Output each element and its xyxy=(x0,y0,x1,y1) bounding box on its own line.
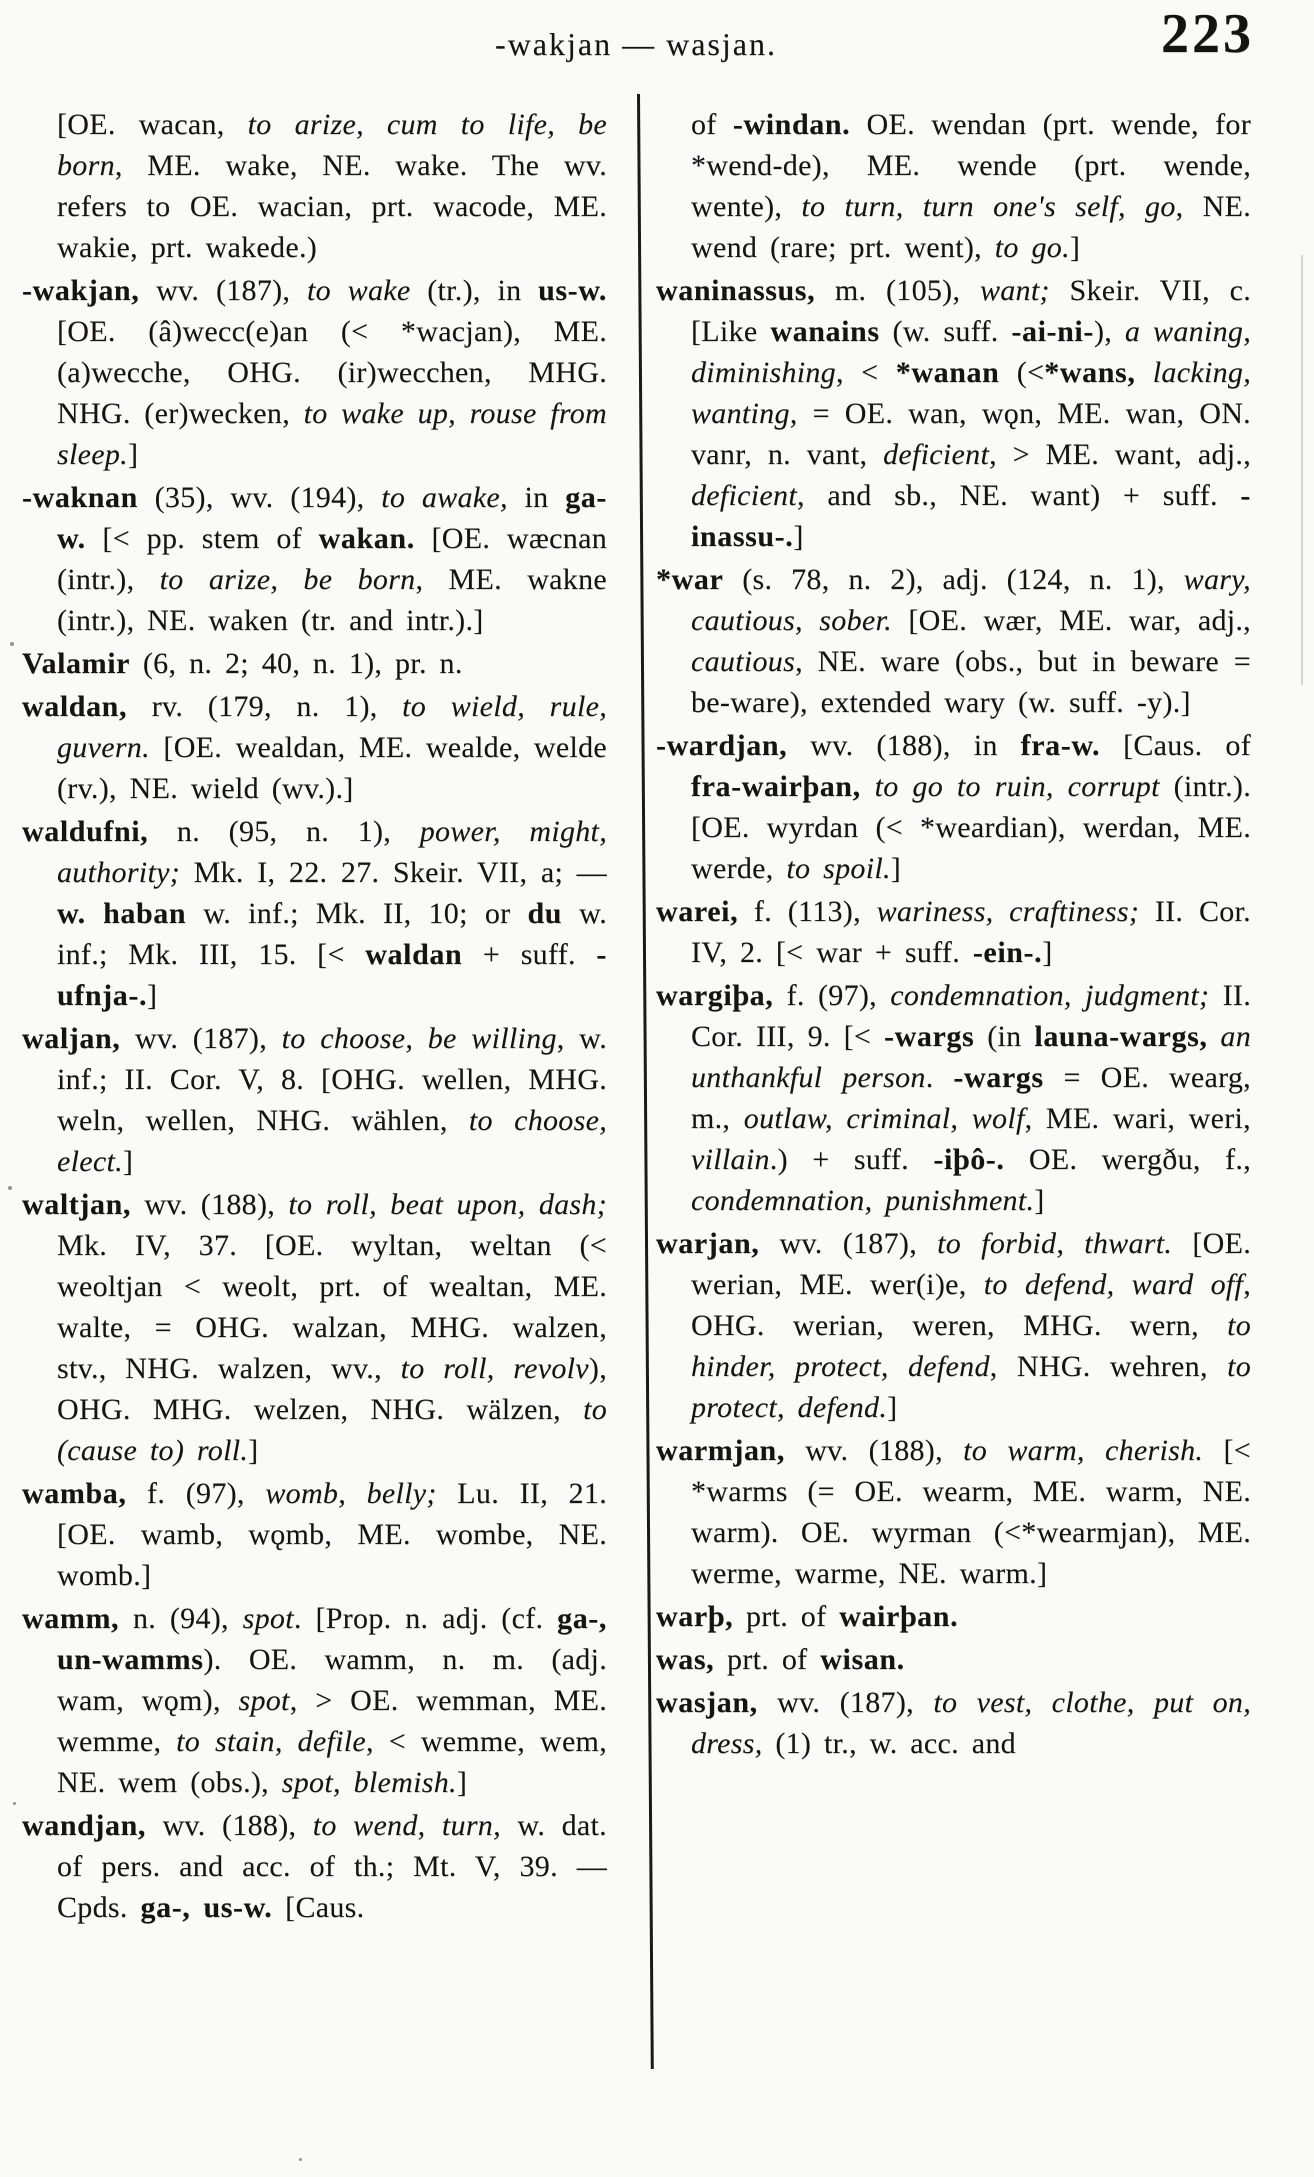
roman-text: wv. (188), xyxy=(130,1188,289,1221)
dictionary-entry xyxy=(656,975,1251,1221)
roman-text: (< xyxy=(999,356,1045,389)
roman-text: Mk. IV, 37. [OE. wyltan, weltan (< weoltjan < weolt, prt. of wealtan, ME. walte, = OHG. walzan, MHG. walzen, stv., NHG. walzen, wv., xyxy=(57,1229,607,1385)
italic-gloss: outlaw, criminal, wolf xyxy=(743,1102,1025,1135)
roman-text: w. dat. of pers. and acc. of th.; Mt. V, 39. — Cpds. xyxy=(57,1809,607,1924)
entry-headword: wamba, xyxy=(22,1477,127,1510)
bold-reference: -wargs xyxy=(953,1061,1044,1094)
bold-reference: ga-w. xyxy=(57,481,607,555)
roman-text: , and sb., NE. want) + suff. xyxy=(797,479,1241,512)
italic-gloss: to spoil. xyxy=(786,852,891,885)
roman-text: ] xyxy=(147,979,158,1012)
italic-gloss: to go. xyxy=(994,231,1070,264)
roman-text: in xyxy=(507,481,566,514)
column-divider-rule xyxy=(637,94,654,2069)
roman-text: prt. of xyxy=(714,1643,821,1676)
roman-text: w. inf.; Mk. III, 15. [< xyxy=(57,897,607,971)
dictionary-entry xyxy=(22,1805,607,1928)
entry-headword: wasjan, xyxy=(656,1686,758,1719)
scan-speck xyxy=(13,1802,16,1805)
entry-headword: waninassus, xyxy=(656,274,816,307)
italic-gloss: to roll, beat upon, dash; xyxy=(288,1188,607,1221)
entry-headword: was, xyxy=(656,1643,715,1676)
italic-gloss: to warm, cherish. xyxy=(963,1434,1204,1467)
dictionary-entry xyxy=(656,1430,1251,1594)
right-column xyxy=(656,104,1251,1766)
roman-text: ), OHG. MHG. welzen, NHG. wälzen, xyxy=(57,1352,607,1426)
entry-headword: waljan, xyxy=(22,1022,121,1055)
roman-text xyxy=(861,770,875,803)
roman-text: wv. (188), in xyxy=(787,729,1021,762)
dictionary-entry xyxy=(656,1639,1251,1680)
roman-text: wv. (188), xyxy=(784,1434,964,1467)
roman-text: (in xyxy=(974,1020,1035,1053)
roman-text: , NE. wend (rare; prt. went), xyxy=(691,190,1251,264)
bold-reference: -windan. xyxy=(732,108,851,141)
italic-gloss: womb, belly; xyxy=(265,1477,437,1510)
italic-gloss: spot xyxy=(242,1602,294,1635)
roman-text: rv. (179, n. 1), xyxy=(127,690,403,723)
bold-reference: -iþô-. xyxy=(933,1143,1005,1176)
bold-reference: w. haban xyxy=(57,897,187,930)
italic-gloss: to protect, defend. xyxy=(691,1350,1251,1424)
roman-text: = OE. wearg, m., xyxy=(691,1061,1251,1135)
entry-headword: *war xyxy=(656,563,724,596)
italic-gloss: to arize, be born xyxy=(159,563,416,596)
bold-reference: us-w. xyxy=(538,274,607,307)
italic-gloss: wary, cautious, sober. xyxy=(691,563,1251,637)
roman-text: (intr.). [OE. wyrdan (< *weardian), werdan, ME. werde, xyxy=(691,770,1251,885)
italic-gloss: deficient xyxy=(691,479,797,512)
bold-reference: -wargs xyxy=(884,1020,975,1053)
bold-reference: wairþan. xyxy=(839,1600,959,1633)
roman-text: w. inf.; Mk. II, 10; or xyxy=(186,897,528,930)
entry-headword: warei, xyxy=(656,895,739,928)
roman-text: [OE. wær, ME. war, adj., xyxy=(891,604,1251,637)
italic-gloss: to turn, turn one's self, go xyxy=(801,190,1176,223)
roman-text: . xyxy=(925,1061,954,1094)
bold-reference: -ufnja-. xyxy=(57,938,607,1012)
roman-text: ] xyxy=(1069,231,1081,264)
roman-text: ] xyxy=(1034,1184,1045,1217)
roman-text: wv. (187), xyxy=(757,1686,934,1719)
roman-text: of xyxy=(691,108,733,141)
italic-gloss: spot xyxy=(238,1684,290,1717)
roman-text: = OE. wan, wǫn, ME. wan, ON. vanr, n. vant, xyxy=(691,397,1251,471)
roman-text: n. (94), xyxy=(119,1602,243,1635)
roman-text: m. (105), xyxy=(815,274,980,307)
italic-gloss: wariness, craftiness; xyxy=(876,895,1140,928)
roman-text: f. (97), xyxy=(126,1477,266,1510)
roman-text: , ME. wakne (intr.), NE. waken (tr. and intr.).] xyxy=(57,563,607,637)
roman-text: . [Prop. n. adj. (cf. xyxy=(293,1602,558,1635)
roman-text: , < wemme, wem, NE. wem (obs.), xyxy=(57,1725,607,1799)
roman-text: [Caus. of xyxy=(1100,729,1251,762)
italic-gloss: condemnation, punishment. xyxy=(691,1184,1035,1217)
roman-text: wv. (187), xyxy=(139,274,307,307)
roman-text: , OHG. werian, weren, MHG. wern, xyxy=(691,1268,1251,1342)
italic-gloss: condemnation, judgment; xyxy=(890,979,1210,1012)
italic-gloss: to go to ruin, corrupt xyxy=(874,770,1160,803)
roman-text: wv. (187), xyxy=(759,1227,938,1260)
roman-text: f. (97), xyxy=(773,979,891,1012)
roman-text: II. Cor. IV, 2. [< war + suff. xyxy=(691,895,1251,969)
italic-gloss: to choose, elect. xyxy=(57,1104,607,1178)
entry-headword: wargiþa, xyxy=(656,979,774,1012)
scan-speck xyxy=(299,2158,302,2161)
roman-text: prt. of xyxy=(733,1600,840,1633)
italic-gloss: to stain, defile xyxy=(176,1725,366,1758)
roman-text: ] xyxy=(248,1434,259,1467)
roman-text: (35), wv. (194), xyxy=(137,481,382,514)
entry-headword: warþ, xyxy=(656,1600,734,1633)
entry-continuation xyxy=(22,104,607,268)
bold-reference: du xyxy=(527,897,563,930)
italic-gloss: to hinder, protect, defend xyxy=(691,1309,1251,1383)
bold-reference: wisan. xyxy=(820,1643,905,1676)
roman-text: , < xyxy=(835,356,896,389)
bold-reference: -ein-. xyxy=(972,936,1043,969)
roman-text: ] xyxy=(127,438,139,471)
bold-reference: wakan. xyxy=(318,522,415,555)
roman-text: , > ME. want, adj., xyxy=(989,438,1251,471)
roman-text: , ME. wake, NE. wake. The wv. refers to OE. wacian, prt. wacode, ME. wakie, prt. wakede.) xyxy=(57,149,607,264)
roman-text: ] xyxy=(890,852,902,885)
roman-text: [OE. (â)wecc(e)an (< *wacjan), ME. (a)wecche, OHG. (ir)wecchen, MHG. NHG. (er)wecken, xyxy=(57,315,607,430)
dictionary-entry xyxy=(656,1682,1251,1764)
italic-gloss: want; xyxy=(979,274,1050,307)
bold-reference: ga-, un-wamms xyxy=(57,1602,607,1676)
roman-text: OE. wendan (prt. wende, for *wend-de), ME. wende (prt. wende, wente), xyxy=(691,108,1252,223)
roman-text: ] xyxy=(122,1145,134,1178)
running-title: -wakjan — wasjan. xyxy=(495,26,777,62)
bold-reference: *wans, xyxy=(1044,356,1136,389)
italic-gloss: to wake xyxy=(306,274,411,307)
entry-headword: waldufni, xyxy=(22,815,149,848)
roman-text: (w. suff. xyxy=(879,315,1012,348)
italic-gloss: an unthankful person xyxy=(691,1020,1251,1094)
roman-text: , NE. ware (obs., but in beware = be-ware), extended wary (w. suff. -y).] xyxy=(691,645,1251,719)
roman-text xyxy=(1207,1020,1220,1053)
italic-gloss: to wend, turn, xyxy=(312,1809,501,1842)
italic-gloss: a waning, diminishing xyxy=(691,315,1251,389)
italic-gloss: cautious xyxy=(691,645,796,678)
italic-gloss: to roll, revolv xyxy=(400,1352,589,1385)
dictionary-entry xyxy=(656,891,1251,973)
dictionary-entry xyxy=(22,1184,607,1471)
dictionary-entry xyxy=(22,1598,607,1803)
entry-headword: waldan, xyxy=(22,690,128,723)
dictionary-entry xyxy=(22,643,607,684)
roman-text: (1) tr., w. acc. and xyxy=(762,1727,1016,1760)
dictionary-entry xyxy=(656,1223,1251,1428)
dictionary-entry xyxy=(22,1018,607,1182)
roman-text: ). OE. wamm, n. m. (adj. wam, wǫm), xyxy=(57,1643,607,1717)
bold-reference: -inassu-. xyxy=(691,479,1251,553)
roman-text: [< *warms (= OE. wearm, ME. warm, NE. warm). OE. wyrman (<*wearmjan), ME. werme, warme, NE. warm.] xyxy=(691,1434,1251,1590)
entry-headword: -wardjan, xyxy=(656,729,788,762)
italic-gloss: to (cause to) roll. xyxy=(57,1393,607,1467)
roman-text: .) + suff. xyxy=(769,1143,934,1176)
bold-reference: launa-wargs, xyxy=(1034,1020,1208,1053)
entry-headword: warmjan, xyxy=(656,1434,785,1467)
roman-text: n. (95, n. 1), xyxy=(148,815,420,848)
roman-text: , NHG. wehren, xyxy=(989,1350,1228,1383)
roman-text: , ME. wari, weri, xyxy=(1024,1102,1251,1135)
bold-reference: waldan xyxy=(365,938,463,971)
entry-continuation xyxy=(656,104,1251,268)
entry-headword: wamm, xyxy=(22,1602,120,1635)
roman-text: [OE. wealdan, ME. wealde, welde (rv.), NE. wield (wv.).] xyxy=(57,731,607,805)
dictionary-entry xyxy=(22,270,607,475)
roman-text: [OE. wacan, xyxy=(57,108,248,141)
scan-edge-artifact xyxy=(1301,255,1303,685)
roman-text: ] xyxy=(887,1391,898,1424)
roman-text: wv. (188), xyxy=(146,1809,313,1842)
scan-speck xyxy=(10,642,14,646)
roman-text: , > OE. wemman, ME. wemme, xyxy=(57,1684,608,1758)
italic-gloss: to awake, xyxy=(381,481,508,514)
roman-text: [OE. wæcnan (intr.), xyxy=(57,522,608,596)
bold-reference: *wanan xyxy=(895,356,1000,389)
bold-reference: fra-wairþan, xyxy=(691,770,861,803)
roman-text: ] xyxy=(793,520,804,553)
italic-gloss: to choose, be willing xyxy=(281,1022,557,1055)
left-column xyxy=(22,104,607,1930)
italic-gloss: to wake up, rouse from sleep. xyxy=(57,397,607,471)
dictionary-entry xyxy=(656,1596,1251,1637)
entry-headword: warjan, xyxy=(656,1227,760,1260)
italic-gloss: to wield, rule, guvern. xyxy=(57,690,607,764)
roman-text: ] xyxy=(1042,936,1053,969)
entry-headword: -waknan xyxy=(22,481,138,514)
bold-reference: ga-, us-w. xyxy=(140,1891,273,1924)
roman-text: Lu. II, 21. [OE. wamb, wǫmb, ME. wombe, NE. womb.] xyxy=(57,1477,607,1592)
roman-text: (s. 78, n. 2), adj. (124, n. 1), xyxy=(723,563,1184,596)
italic-gloss: deficient xyxy=(883,438,990,471)
italic-gloss: to forbid, thwart. xyxy=(937,1227,1173,1260)
roman-text: f. (113), xyxy=(738,895,877,928)
entry-headword: waltjan, xyxy=(22,1188,131,1221)
dictionary-entry xyxy=(656,725,1251,889)
roman-text: II. Cor. III, 9. [< xyxy=(691,979,1251,1053)
roman-text: , w. inf.; II. Cor. V, 8. [OHG. wellen, MHG. weln, wellen, NHG. wählen, xyxy=(57,1022,607,1137)
roman-text: [< pp. stem of xyxy=(85,522,319,555)
italic-gloss: to vest, clothe, put on, dress, xyxy=(691,1686,1251,1760)
roman-text: OE. wergðu, f., xyxy=(1004,1143,1251,1176)
italic-gloss: villain xyxy=(691,1143,770,1176)
dictionary-entry xyxy=(22,477,607,641)
roman-text: [OE. werian, ME. wer(i)e, xyxy=(691,1227,1252,1301)
page-number: 223 xyxy=(1161,3,1254,65)
dictionary-entry xyxy=(22,686,607,809)
italic-gloss: spot, blemish. xyxy=(281,1766,457,1799)
entry-headword: wandjan, xyxy=(22,1809,147,1842)
dictionary-entry xyxy=(656,270,1251,557)
dictionary-entry xyxy=(656,559,1251,723)
roman-text: [Caus. xyxy=(272,1891,365,1924)
italic-gloss: lacking, wanting, xyxy=(691,356,1251,430)
roman-text xyxy=(1135,356,1152,389)
entry-headword: -wakjan, xyxy=(22,274,140,307)
roman-text: (tr.), in xyxy=(410,274,539,307)
dictionary-entry xyxy=(22,1473,607,1596)
scan-speck xyxy=(8,1186,12,1190)
roman-text: (6, n. 2; 40, n. 1), pr. n. xyxy=(130,647,463,680)
italic-gloss: to defend, ward off xyxy=(983,1268,1244,1301)
dictionary-entry xyxy=(22,811,607,1016)
italic-gloss: power, might, authority; xyxy=(57,815,607,889)
entry-headword: Valamir xyxy=(22,647,131,680)
roman-text: + suff. xyxy=(462,938,597,971)
bold-reference: fra-w. xyxy=(1020,729,1101,762)
roman-text: ), xyxy=(1093,315,1125,348)
roman-text: Skeir. VII, c. [Like xyxy=(691,274,1251,348)
roman-text: Mk. I, 22. 27. Skeir. VII, a; — xyxy=(180,856,607,889)
italic-gloss: to arize, cum to life, be born xyxy=(57,108,607,182)
roman-text: ] xyxy=(456,1766,468,1799)
roman-text: wv. (187), xyxy=(120,1022,282,1055)
scan-speck xyxy=(1216,332,1219,335)
bold-reference: wanains xyxy=(770,315,880,348)
bold-reference: -ai-ni- xyxy=(1011,315,1094,348)
